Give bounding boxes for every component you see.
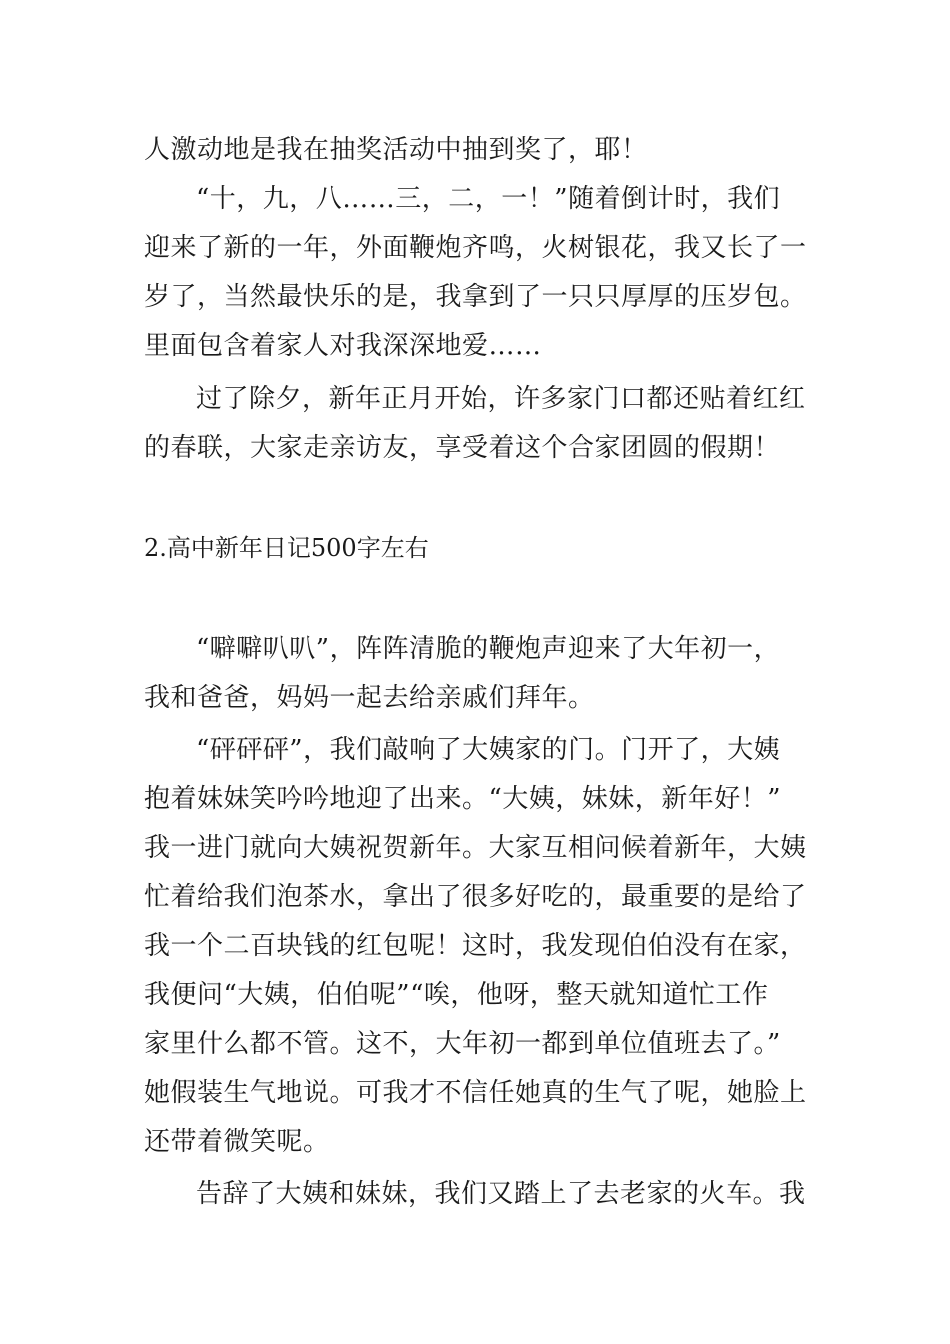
paragraph-line: 告辞了大姨和妹妹，我们又踏上了去老家的火车。我 <box>196 1179 806 1209</box>
section-heading: 2.高中新年日记500字左右 <box>144 534 429 562</box>
paragraph-line: 的春联，大家走亲访友，享受着这个合家团圆的假期！ <box>144 433 781 463</box>
paragraph-line: 人激动地是我在抽奖活动中抽到奖了，耶！ <box>144 135 648 165</box>
paragraph-line: 我便问“大姨，伯伯呢”“唉，他呀，整天就知道忙工作 <box>144 980 769 1010</box>
paragraph-line: 我一个二百块钱的红包呢！这时，我发现伯伯没有在家， <box>144 931 807 961</box>
paragraph-line: 抱着妹妹笑吟吟地迎了出来。“大姨，妹妹，新年好！” <box>144 784 782 814</box>
paragraph-line: 她假装生气地说。可我才不信任她真的生气了呢，她脸上 <box>144 1078 807 1108</box>
paragraph-line: 忙着给我们泡茶水，拿出了很多好吃的，最重要的是给了 <box>144 882 807 912</box>
paragraph-line: 里面包含着家人对我深深地爱…… <box>144 331 542 361</box>
paragraph-line: 我一进门就向大姨祝贺新年。大家互相问候着新年，大姨 <box>144 833 807 863</box>
paragraph-line: 家里什么都不管。这不，大年初一都到单位值班去了。” <box>144 1029 781 1059</box>
paragraph-line: “噼噼叭叭”，阵阵清脆的鞭炮声迎来了大年初一， <box>196 634 781 664</box>
paragraph-line: 我和爸爸，妈妈一起去给亲戚们拜年。 <box>144 683 595 713</box>
paragraph-line: 岁了，当然最快乐的是，我拿到了一只只厚厚的压岁包。 <box>144 282 807 312</box>
paragraph-line: 迎来了新的一年，外面鞭炮齐鸣，火树银花，我又长了一 <box>144 233 807 263</box>
paragraph-line: “砰砰砰”，我们敲响了大姨家的门。门开了，大姨 <box>196 735 781 765</box>
paragraph-line: 还带着微笑呢。 <box>144 1127 330 1157</box>
paragraph-line: “十，九，八……三，二，一！”随着倒计时，我们 <box>196 184 781 214</box>
paragraph-line: 过了除夕，新年正月开始，许多家门口都还贴着红红 <box>196 384 806 414</box>
